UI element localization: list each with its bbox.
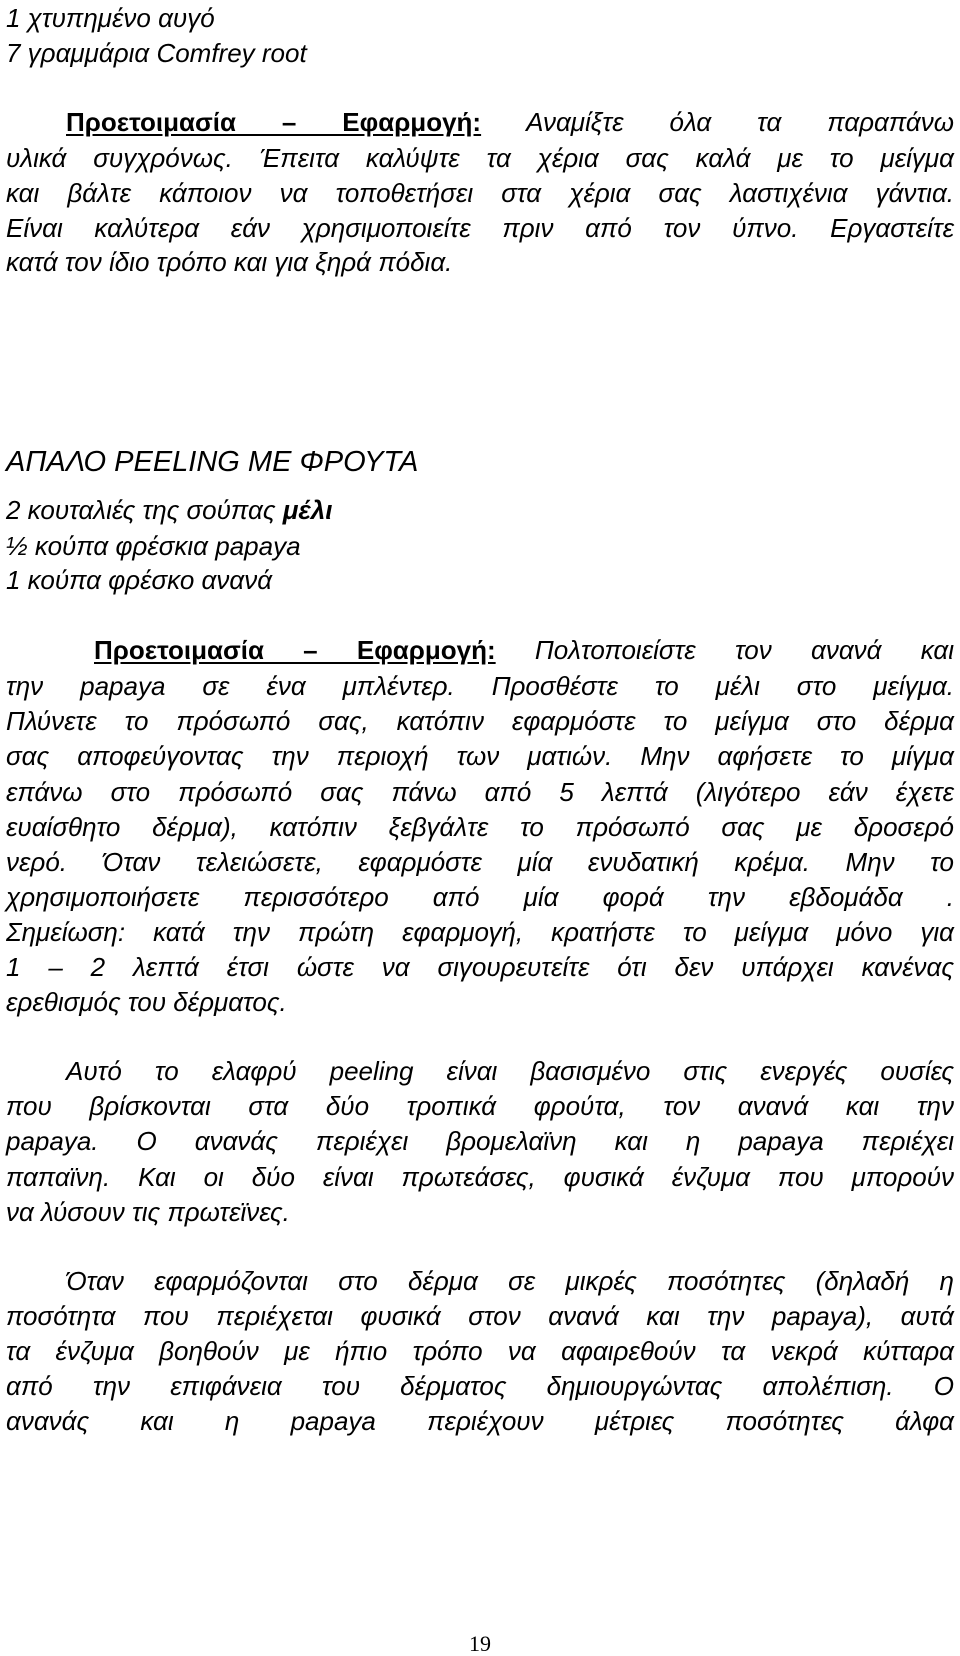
section1-line: υλικά συγχρόνως. Έπειτα καλύψτε τα χέρια σας καλά με το μείγμα (6, 143, 954, 173)
section2-line: 1 – 2 λεπτά έτσι ώστε να σιγουρευτείτε ότι δεν υπάρχει κανένας (6, 952, 954, 982)
paragraph3-line: που βρίσκονται στα δύο τροπικά φρούτα, τον ανανά και την (6, 1091, 954, 1121)
paragraph3-line: Αυτό το ελαφρύ peeling είναι βασισμένο στις ενεργές ουσίες (66, 1056, 954, 1086)
section1-line: Είναι καλύτερα εάν χρησιμοποιείτε πριν από τον ύπνο. Εργαστείτε (6, 213, 954, 243)
recipe-ingredient-text: 2 κουταλιές της σούπας (6, 495, 283, 525)
section2-line: Πλύνετε το πρόσωπό σας, κατόπιν εφαρμόστε το μείγμα στο δέρμα (6, 706, 954, 736)
section2-line: νερό. Όταν τελειώσετε, εφαρμόστε μία ενυδατική κρέμα. Μην το (6, 847, 954, 877)
section2-line: επάνω στο πρόσωπό σας πάνω από 5 λεπτά (λιγότερο εάν έχετε (6, 777, 954, 807)
section2-line: ευαίσθητο δέρμα), κατόπιν ξεβγάλτε το πρόσωπό σας με δροσερό (6, 812, 954, 842)
paragraph4-line: ποσότητα που περιέχεται φυσικά στον ανανά και την papaya), αυτά (6, 1301, 954, 1331)
paragraph3-line: να λύσουν τις πρωτεϊνες. (6, 1197, 290, 1227)
paragraph4-line: Όταν εφαρμόζονται στο δέρμα σε μικρές ποσότητες (δηλαδή η (66, 1266, 954, 1296)
section2-line: χρησιμοποιήσετε περισσότερο από μία φορά την εβδομάδα . (6, 882, 954, 912)
section2-first-line-text: Πολτοποιείστε τον ανανά και (495, 635, 954, 665)
paragraph3-line: παπαϊνη. Και οι δύο είναι πρωτεάσες, φυσικά ένζυμα που μπορούν (6, 1162, 954, 1192)
recipe-ingredient (6, 494, 333, 526)
paragraph3-line: papaya. Ο ανανάς περιέχει βρομελαϊνη και η papaya περιέχει (6, 1126, 954, 1156)
prep-label: Προετοιμασία – Εφαρμογή: (94, 635, 496, 665)
section2-line: σας αποφεύγοντας την περιοχή των ματιών. Μην αφήσετε το μίγμα (6, 741, 954, 771)
section2-line: την papaya σε ένα μπλέντερ. Προσθέστε το μέλι στο μείγμα. (6, 671, 954, 701)
section1-first-line-text: Αναμίξτε όλα τα παραπάνω (481, 107, 954, 137)
recipe-ingredient: ½ κούπα φρέσκια papaya (6, 531, 301, 561)
section2-line: Σημείωση: κατά την πρώτη εφαρμογή, κρατήστε το μείγμα μόνο για (6, 917, 954, 947)
section2-first-line (6, 634, 954, 666)
paragraph4-line: τα ένζυμα βοηθούν με ήπιο τρόπο να αφαιρεθούν τα νεκρά κύτταρα (6, 1336, 954, 1366)
prep-label: Προετοιμασία – Εφαρμογή: (66, 107, 482, 137)
recipe-ingredient: 1 κούπα φρέσκο ανανά (6, 565, 273, 595)
ingredient-line: 7 γραμμάρια Comfrey root (6, 38, 307, 68)
ingredient-line: 1 χτυπημένο αυγό (6, 3, 215, 33)
recipe-ingredient-emphasis: μέλι (282, 495, 333, 525)
page-number: 19 (469, 1631, 491, 1656)
section2-line: ερεθισμός του δέρματος. (6, 987, 287, 1017)
section1-first-line (6, 106, 954, 138)
section1-line: και βάλτε κάποιον να τοποθετήσει στα χέρια σας λαστιχένια γάντια. (6, 178, 954, 208)
section1-line: κατά τον ίδιο τρόπο και για ξηρά πόδια. (6, 247, 453, 277)
recipe-title: ΑΠΑΛΟ PEELING ΜΕ ΦΡΟΥΤΑ (6, 446, 419, 478)
paragraph4-line: από την επιφάνεια του δέρματος δημιουργώντας απολέπιση. Ο (6, 1371, 954, 1401)
paragraph4-line: ανανάς και η papaya περιέχουν μέτριες ποσότητες άλφα (6, 1406, 954, 1436)
